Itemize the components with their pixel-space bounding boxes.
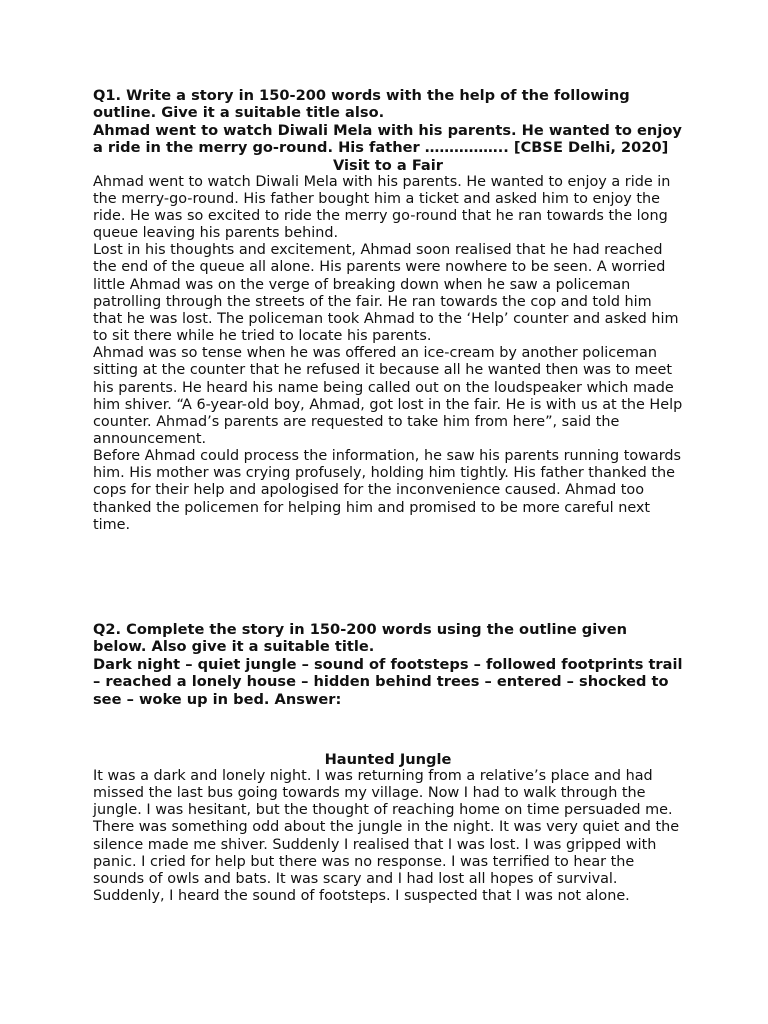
q2-paragraph: Suddenly, I heard the sound of footsteps. I suspected that I was not alone. bbox=[93, 888, 630, 905]
q1-prompt: Q1. Write a story in 150-200 words with the help of the following outline. Give it a suitable title also. bbox=[93, 87, 630, 122]
q2-story-title: Haunted Jungle bbox=[324, 751, 452, 768]
q1-paragraph: Lost in his thoughts and excitement, Ahmad soon realised that he had reached the end of the queue all alone. His parents were nowhere to be seen. A worried little Ahmad was on the verge of breaking down when he saw a policeman patrolling through the streets of the fair. He ran towards the cop and told him that he was lost. The policeman took Ahmad to the ‘Help’ counter and asked him to sit there while he tried to locate his parents. bbox=[93, 242, 679, 345]
q2-paragraph: It was a dark and lonely night. I was returning from a relative’s place and had missed the last bus going towards my village. Now I had to walk through the jungle. I was hesitant, but the thought of reaching home on time persuaded me. There was something odd about the jungle in the night. It was very quiet and the silence made me shiver. Suddenly I realised that I was lost. I was gripped with panic. I cried for help but there was no response. I was terrified to hear the sounds of owls and bats. It was scary and I had lost all hopes of survival. bbox=[93, 768, 680, 887]
q1-story-body bbox=[93, 174, 683, 534]
q1-paragraph: Ahmad was so tense when he was offered an ice-cream by another policeman sitting at the counter that he refused it because all he wanted then was to meet his parents. He heard his name being called out on the loudspeaker which made him shiver. “A 6-year-old boy, Ahmad, got lost in the fair. He is with us at the Help counter. Ahmad’s parents are requested to take him from here”, said the announcement. bbox=[93, 345, 683, 447]
q1-paragraph: Ahmad went to watch Diwali Mela with his parents. He wanted to enjoy a ride in the merry-go-round. His father bought him a ticket and asked him to enjoy the ride. He was so excited to ride the merry go-round that he ran towards the long queue leaving his parents behind. bbox=[93, 173, 671, 242]
question-2 bbox=[93, 621, 683, 708]
q1-outline: Ahmad went to watch Diwali Mela with his parents. He wanted to enjoy a ride in the merry go-round. His father …………….. [CBSE Delhi, 2020] bbox=[93, 121, 682, 157]
q2-prompt: Q2. Complete the story in 150-200 words using the outline given below. Also give it a suitable title. bbox=[93, 621, 628, 656]
q2-story-body bbox=[93, 768, 683, 905]
q2-outline: Dark night – quiet jungle – sound of footsteps – followed footprints trail – reached a lonely house – hidden behind trees – entered – shocked to see – woke up in bed. Answer: bbox=[93, 655, 683, 708]
q2-story bbox=[93, 751, 683, 905]
question-1 bbox=[93, 87, 683, 534]
q1-story-title: Visit to a Fair bbox=[333, 156, 443, 174]
q1-paragraph: Before Ahmad could process the information, he saw his parents running towards him. His mother was crying profusely, holding him tightly. His father thanked the cops for their help and apologised for the inconvenience caused. Ahmad too thanked the policemen for helping him and promised to be more careful next time. bbox=[93, 448, 682, 533]
